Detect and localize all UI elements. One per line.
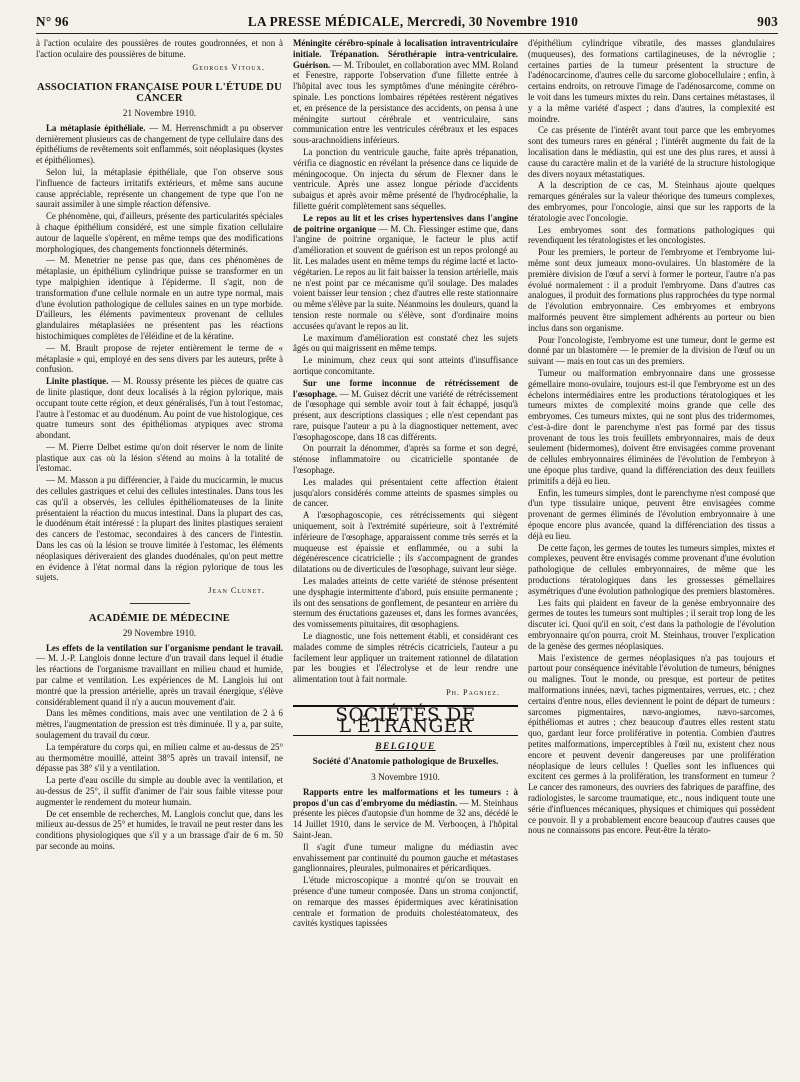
- column-middle: [293, 38, 518, 1078]
- paragraph: Pour l'oncologiste, l'embryome est une tumeur, dont le germe est donné par un blastomère — le premier de la division de l'œuf ou un suivant — mais en tout cas un des premiers.: [528, 334, 775, 367]
- paragraph-title: Méningite cérébro-spinale à localisation intraventriculaire initiale. Trépanation. Sérothérapie intra-ventriculaire. Guérison.: [293, 38, 518, 70]
- section-date: 21 Novembre 1910.: [122, 107, 197, 118]
- section-date: 29 Novembre 1910.: [122, 627, 197, 638]
- paragraph: Les effets de la ventilation sur l'organisme pendant le travail. — M. J.-P. Langlois donne lecture d'un travail dans lequel il étudie les réactions de l'organisme travaillant en milieu chaud et humide, par calme et ventilation. Les expériences de M. Langlois lui ont montré que la pression artérielle, après un travail énergique, s'élève considérablement quand il n'y a aucun mouvement d'air.: [36, 642, 283, 707]
- paragraph-title: Rapports entre les malformations et les tumeurs : à propos d'un cas d'embryome du médiastin.: [293, 786, 518, 808]
- paragraph: Tumeur ou malformation embryonnaire dans une grossesse gémellaire mono-ovulaire, toujours est-il que l'embryome est un des échelons intermédiaires entre les productions tératologiques et les tumeurs mixtes de complexité moins grande que celle des embryomes. Ces tumeurs mixtes, qui ne sont plus des tridermomes, c'est-à-dire dont le parenchyme n'est pas formé par des tissus provenant de tous les trois feuillets embryonnaires, mais de deux seulement (bidermomes), doivent être envisagées comme provenant de cellules embryonnaires éliminées de l'évolution de l'embryon à une époque plus tardive, quand la différenciation des deux feuillets primitifs a déjà eu lieu.: [528, 367, 775, 486]
- paragraph: Pour les premiers, le porteur de l'embryome et l'embryome lui-même sont deux jumeaux mono-ovulaires. Un blastomère de la première division de l'œuf a servi à former le porteur, l'autre n'a pas évolué normalement : il a produit l'embryome. Dans d'autres cas analogues, il produit des formations plus rapprochées du type normal de l'évolution embryonnaire. Ces embryomes et embryons malformés peuvent être simplement adhérents au porteur ou bien inclus dans son organisme.: [528, 247, 775, 333]
- paragraph: La température du corps qui, en milieu calme et au-dessus de 25° au thermomètre mouillé, atteint 38°5 après un travail intensif, ne dépasse pas 38° s'il y a ventilation.: [36, 741, 283, 774]
- paragraph: Les embryomes sont des formations pathologiques qui revendiquent les tératologistes et les oncologistes.: [528, 224, 775, 246]
- paragraph: A l'œsophagoscopie, ces rétrécissements qui siègent uniquement, soit à l'extrémité supérieure, soit à l'extrémité inférieure de l'œsophage, apparaissent comme très serrés et la muqueuse est épaissie et enflammée, ou a subi la dégénérescence cicatricielle ; ils s'accompagnent de grandes dilatations ou de diverticules de l'œsophage, suivant leur siège.: [293, 510, 518, 575]
- paragraph: A la description de ce cas, M. Steinhaus ajoute quelques remarques générales sur la valeur théorique des tumeurs complexes, des embryomes, pour l'oncologie, ainsi que sur les rapports de la tératologie avec l'oncologie.: [528, 180, 775, 223]
- issue-date: Mercredi, 30 Novembre 1910: [407, 14, 579, 29]
- paragraph: — M. Pierre Delbet estime qu'on doit réserver le nom de linite plastique aux cas où la lésion s'étend au moins à la totalité de l'estomac.: [36, 441, 283, 474]
- paragraph: à l'action oculaire des poussières de routes goudronnées, et non à l'action oculaire des poussières de bitume.: [36, 38, 283, 59]
- signature: Ph. Pagniez.: [446, 688, 500, 698]
- signature: Jean Clunet.: [208, 586, 265, 596]
- columns: [36, 38, 778, 1078]
- section-title: ACADÉMIE DE MÉDECINE: [88, 613, 231, 625]
- journal-title: [248, 14, 578, 30]
- paragraph-title: La métaplasie épithéliale.: [46, 122, 146, 133]
- paragraph: Linite plastique. — M. Roussy présente les pièces de quatre cas de linite plastique, dont deux localisés à la région pylorique, mais occupant toute cette région, et deux généralisés, l'un à tout l'estomac, l'autre à l'estomac et au duodénum. Au point de vue histologique, ces quatre tumeurs sont des épithéliomas atypiques avec stroma abondant.: [36, 376, 283, 441]
- paragraph: Selon lui, la métaplasie épithéliale, que l'on observe sous l'influence de facteurs irritatifs extérieurs, et même sans aucune cause appréciable, représente un changement de type que l'on ne saurait assimiler à une simple réaction défensive.: [36, 166, 283, 210]
- page-number: 903: [757, 14, 778, 29]
- column-left: [36, 38, 283, 1078]
- paragraph-title: Sur une forme inconnue de rétrécissement de l'œsophage.: [293, 377, 518, 399]
- paragraph: On pourrait la dénommer, d'après sa forme et son degré, sténose inflammatoire ou cicatricielle spontanée de l'œsophage.: [293, 443, 518, 476]
- paragraph: Rapports entre les malformations et les tumeurs : à propos d'un cas d'embryome du médiastin. — M. Steinhaus présente les pièces d'autopsie d'un homme de 32 ans, décédé le 14 Juillet 1910, dans le service de M. Verbooçen, à l'hôpital Saint-Jean.: [293, 786, 518, 840]
- paragraph: Il s'agit d'une tumeur maligne du médiastin avec envahissement par continuité du poumon gauche et métastases ganglionnaires, pleurales, pulmonaires et péricardiques.: [293, 841, 518, 874]
- issue-number: N° 96: [36, 14, 69, 29]
- paragraph: Le maximum d'amélioration est constaté chez les sujets âgés ou qui maigrissent en même temps.: [293, 332, 518, 354]
- paragraph: Les faits qui plaident en faveur de la genèse embryonnaire des germes de toutes les tumeurs sont multiples ; il serait trop long de les discuter ici. Quoi qu'il en soit, c'est dans la pathologie de l'évolution embryonnaire qu'on pourra, croit M. Steinhaus, trouver l'explication de la genèse des germes néoplasiques.: [528, 597, 775, 651]
- paragraph: L'étude microscopique a montré qu'on se trouvait en présence d'une tumeur composée. Dans un stroma conjonctif, on remarque des masses épidermiques avec kératinisation centrale et formation de produits cholestéatomateux, des cavités kystiques tapissées: [293, 875, 518, 929]
- paragraph: Mais l'existence de germes néoplasiques n'a pas toujours et partout pour conséquence inévitable l'évolution de tumeurs, bénignes ou malignes. Tout le monde, ou presque, est porteur de petites malformations innées, nævi, taches pigmentaires, verrues, etc. ; chez certains d'entre nous, elles deviennent le point de départ de tumeurs : sarcomes pigmentaires, nævo-angiomes, nævo-sarcomes, épithéliomas et autres ; chez beaucoup d'autres elles restent statu quo, gardant leur force proliférative in potentia. Combien d'autres petites malformations, imperceptibles à l'œil nu, existent chez nous encore et peuvent devenir dangereuses par une prolifération néoplasique de leurs cellules ! Quelles sont les influences qui excitent ces germes à la prolifération, les transforment en tumeur ? Le cancer des ramoneurs, des ouvriers des fabriques de paraffine, des radiologistes, le sarcome traumatique, etc., nous indiquent toute une série d'influences mécaniques, physiques et chimiques qui possèdent ce pouvoir. Il y a probablement encore beaucoup d'autres causes que nous ne connaissons pas encore. Peut-être la térato-: [528, 652, 775, 836]
- column-right: [528, 38, 775, 1078]
- paragraph-title: Le repos au lit et les crises hypertensives dans l'angine de poitrine organique: [293, 212, 518, 234]
- divider: [130, 603, 190, 604]
- paragraph: Le minimum, chez ceux qui sont atteints d'insuffisance aortique concomitante.: [293, 355, 518, 376]
- paragraph: La ponction du ventricule gauche, faite après trépanation, vérifia ce diagnostic en révélant la présence dans ce liquide de méningocoque. On injecta du sérum de Flexner dans le ventricule. Après une assez longue période d'accidents subaigus et après avoir même présenté de l'hydrocéphalie, la fillette guérit complètement sans séquelles.: [293, 146, 518, 211]
- paragraph-title: Linite plastique.: [46, 376, 109, 387]
- paragraph: — M. Menetrier ne pense pas que, dans ces phénomènes de métaplasie, un épithélium cylindrique puisse se transformer en un type malpighien identique à l'épiderme. Il s'agit, non de transformation d'une cellule normale en un autre type normal, mais d'une évolution pathologique de cellules saines en un type morbide. D'ailleurs, les éléments pavimenteux provenant de cellules glandulaires métaplasiées ne présentent pas les réactions histochimiques complètes de l'éléidine et de la kératine.: [36, 255, 283, 341]
- country-heading: BELGIQUE: [375, 742, 436, 753]
- paragraph: Les malades atteints de cette variété de sténose présentent une dysphagie intermittente d'abord, puis ensuite permanente ; ils ont des sensations de gonflement, de pesanteur en arrière du sternum des éructations gazeuses et, dans les formes avancées, des vomissements pituitaires, dit œsophagiens.: [293, 576, 518, 630]
- society-name: Société d'Anatomie pathologique de Bruxelles.: [312, 757, 499, 768]
- paragraph: Ce cas présente de l'intérêt avant tout parce que les embryomes sont des tumeurs rares en général ; l'intérêt augmente du fait de la localisation dans le médiastin, qui est une des plus rares, et aussi à cause du caractère malin et de la variété de la structure histologique des divers noyaux métastatiques.: [528, 125, 775, 179]
- signature: Georges Vitoux.: [192, 62, 265, 72]
- paragraph: Le diagnostic, une fois nettement établi, et considérant ces malades comme de simples rétrécis cicatriciels, l'auteur a pu facilement leur appliquer un traitement rationnel de dilatation par les bougies et l'électrolyse et de leur rendre une alimentation tout à fait normale.: [293, 631, 518, 685]
- paragraph: Enfin, les tumeurs simples, dont le parenchyme n'est composé que d'un type tissulaire unique, peuvent être envisagées comme provenant de germes éliminés de l'évolution embryonnaire à une époque encore plus avancée, quand la différenciation des tissus a déjà eu lieu.: [528, 487, 775, 541]
- paragraph: Dans les mêmes conditions, mais avec une ventilation de 2 à 6 mètres, l'augmentation de pression est très diminuée. Il y a, par suite, soulagement du travail du cœur.: [36, 708, 283, 741]
- paragraph: — M. Brault propose de rejeter entièrement le terme de « métaplasie » qui, employé en des sens divers par les auteurs, prête à confusion.: [36, 342, 283, 375]
- paragraph: Sur une forme inconnue de rétrécissement de l'œsophage. — M. Guisez décrit une variété de rétrécissement de l'œsophage qui semble avoir tout à fait échappé, jusqu'à présent, aux descriptions classiques ; elle n'est cependant pas rare, puisque l'auteur a pu à la diagnostiquer nettement, avec l'œsophagoscope, dans 18 cas différents.: [293, 377, 518, 442]
- paragraph: Méningite cérébro-spinale à localisation intraventriculaire initiale. Trépanation. Sérothérapie intra-ventriculaire. Guérison. — M. Triboulet, en collaboration avec MM. Roland et Fenestre, rapporte l'observation d'une fillette entrée à l'hôpital avec tous les symptômes d'une méningite cérébro-spinale. Les ponctions lombaires répétées restèrent négatives et, en présence de la persistance des accidents, on pensa à une méningite surtout cérébrale et ventriculaire, sans communication entre les ventricules cérébraux et les espaces sous-arachnoïdiens inférieurs.: [293, 38, 518, 146]
- paragraph: De cette façon, les germes de toutes les tumeurs simples, mixtes et complexes, peuvent être envisagés comme provenant d'une évolution pathologique de cellules embryonnaires, de même que les productions tératologiques dans les grossesses gémellaires asymétriques d'une évolution pathologique des premiers blastomères.: [528, 542, 775, 596]
- paragraph: De cet ensemble de recherches, M. Langlois conclut que, dans les milieux au-dessus de 25° et humides, le travail ne peut rester dans les conditions physiologiques que s'il y a un brassage d'air de 6 m. 50 par seconde au moins.: [36, 808, 283, 851]
- running-head: [36, 14, 778, 34]
- foreign-societies-banner: SOCIÉTÉS DE L'ÉTRANGER: [293, 705, 518, 737]
- paragraph: La métaplasie épithéliale. — M. Herrenschmidt a pu observer dernièrement plusieurs cas de changement de type cellulaire dans des épithéliums de revêtements soit enflammés, soit néoplasiques (kystes et épithéliomes).: [36, 122, 283, 166]
- paragraph-title: Les effets de la ventilation sur l'organisme pendant le travail.: [46, 642, 283, 653]
- paragraph: Le repos au lit et les crises hypertensives dans l'angine de poitrine organique — M. Ch. Fiessinger estime que, dans l'angine de poitrine organique, le facteur le plus actif d'amélioration et souvent de guérison est un repos prolongé au lit. Les malades usent en même temps du régime lacté et lacto-végétarien. Le repos au lit fait baisser la tension artérielle, mais ne n'est point par ce mécanisme qu'il soulage. Des malades voient baisser leur tension ; chez d'autres elle reste stationnaire ou même s'élève par la suite. Néanmoins les douleurs, quand la tension reste normale ou s'élève, sont d'ordinaire moins accusées qu'avant le repos au lit.: [293, 212, 518, 331]
- paragraph: Les malades qui présentaient cette affection étaient jusqu'alors considérés comme atteints de spasmes simples ou de cancer.: [293, 476, 518, 509]
- society-date: 3 Novembre 1910.: [371, 772, 440, 782]
- paragraph: La perte d'eau oscille du simple au double avec la ventilation, et au-dessus de 25°, il suffit d'animer de l'air sous faible vitesse pour augmenter le rendement du moteur humain.: [36, 775, 283, 807]
- paragraph: d'épithélium cylindrique vibratile, des masses glandulaires (muqueuses), des formations cartilagineuses, de la névroglie ; certaines parties de la tumeur présentent la structure de l'adénocarcinome, d'autres celle du sarcome globocellulaire ; enfin, à certains endroits, on retrouve l'image de l'adénosarcome, comme on le voit dans les tumeurs mixtes du rein. Dans certaines métastases, il y a la même variété d'aspect ; dans d'autres, la complexité est moindre.: [528, 38, 775, 124]
- section-title: ASSOCIATION FRANÇAISE POUR L'ÉTUDE DU CANCER: [36, 82, 282, 105]
- paragraph: — M. Masson a pu différencier, à l'aide du mucicarmin, le mucus des cellules gastriques et celui des cellules intestinales. Dans tous les cas qu'il a observés, les cellules épithéliomateuses de la linite présentaient la réaction du mucus intestinal. Dans la plupart des cas, le duodénum était intéressé : la plupart des linites plastiques seraient des cancers de l'estomac, secondaires à des cancers de l'intestin. Dans les cas où la lésion se trouve limitée à l'estomac, les éléments néoplasiques dériveraient des glandes duodénales, qu'on peut mettre en évidence à l'état normal dans la région pylorique de tous les sujets.: [36, 475, 283, 583]
- paragraph: Ce phénomène, qui, d'ailleurs, présente des particularités spéciales à chaque épithélium considéré, est une simple fixation cellulaire autour de laquelle s'opèrent, en même temps que des modifications morphologiques, des changements fonctionnels déterminés.: [36, 211, 283, 254]
- journal-name: LA PRESSE MÉDICALE,: [247, 14, 404, 29]
